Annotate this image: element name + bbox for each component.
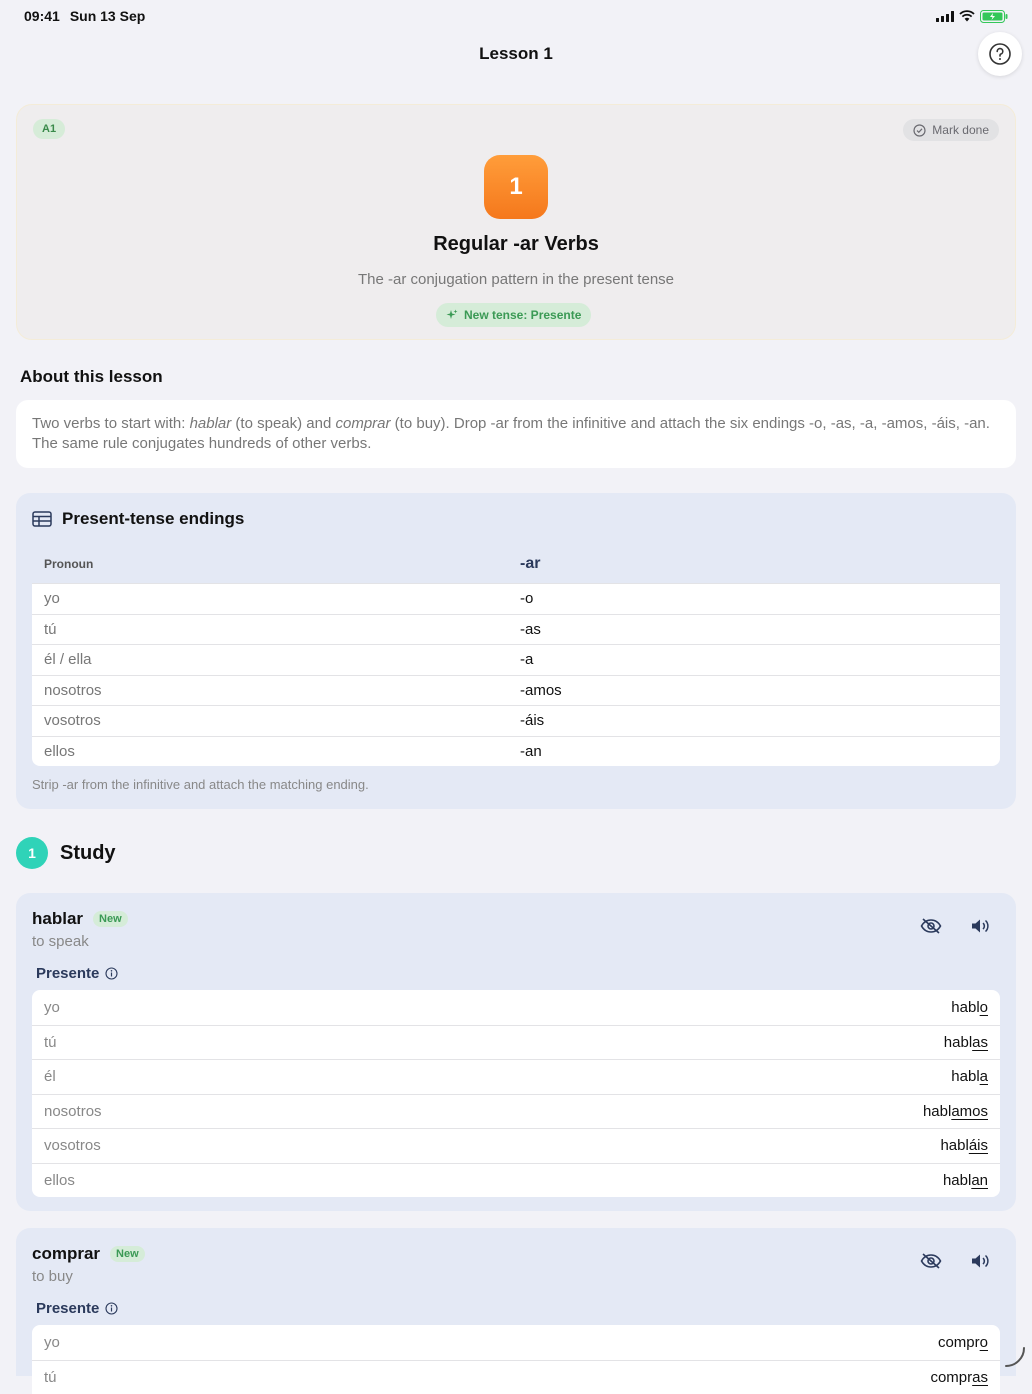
form-ending: amos: [951, 1103, 988, 1120]
status-date: Sun 13 Sep: [70, 8, 145, 24]
table-icon: [32, 511, 52, 527]
verb-title: [32, 1244, 145, 1264]
row-pronoun: yo: [32, 590, 520, 607]
conjugation-table: [32, 990, 1000, 1197]
verb-name: comprar: [32, 1244, 100, 1264]
endings-card: [16, 493, 1016, 809]
about-text: (to speak) and: [231, 415, 335, 432]
about-text: (to buy). Drop -ar from the infinitive and attach the six endings -o, -as, -a, -amos, -áis, -an. The same rule conjugates hundreds of other verbs.: [32, 415, 990, 452]
row-pronoun: tú: [44, 1369, 57, 1386]
row-ending: -o: [520, 590, 533, 607]
row-ending: -an: [520, 743, 542, 760]
form-ending: o: [980, 999, 988, 1016]
info-icon[interactable]: [105, 967, 118, 980]
lesson-title: Regular -ar Verbs: [17, 233, 1015, 256]
verb-meaning: to buy: [32, 1268, 73, 1285]
row-pronoun: vosotros: [32, 712, 520, 729]
row-form: [923, 1103, 988, 1120]
table-row: [32, 644, 1000, 675]
table-row: [32, 614, 1000, 645]
status-icons: [936, 10, 1008, 23]
speaker-icon: [971, 1253, 991, 1269]
row-pronoun: él / ella: [32, 651, 520, 668]
row-ending: -amos: [520, 682, 562, 699]
form-ending: a: [980, 1068, 988, 1085]
lesson-hero-card: [16, 104, 1016, 340]
table-row: [32, 583, 1000, 614]
conjugation-table: [32, 1325, 1000, 1394]
page-title: Lesson 1: [0, 44, 1032, 64]
table-row: [32, 990, 1000, 1025]
row-form: [930, 1369, 988, 1386]
about-card: [16, 400, 1016, 468]
row-form: [940, 1137, 988, 1154]
verb-title: [32, 909, 128, 929]
table-row: [32, 705, 1000, 736]
verb-meaning: to speak: [32, 933, 89, 950]
status-bar: [0, 0, 1032, 32]
study-section-header: [16, 837, 116, 869]
play-audio-button[interactable]: [962, 1246, 1000, 1276]
verb-actions: [912, 911, 1000, 941]
wifi-icon: [959, 10, 975, 22]
speaker-icon: [971, 918, 991, 934]
new-badge: New: [93, 911, 128, 927]
table-row: [32, 1325, 1000, 1360]
verb-actions: [912, 1246, 1000, 1276]
table-row: [32, 1163, 1000, 1198]
endings-header: [32, 509, 244, 529]
row-form: [943, 1172, 988, 1189]
status-time: 09:41: [24, 8, 60, 24]
tense-label: [36, 965, 118, 982]
form-stem: habl: [951, 1068, 979, 1085]
about-heading: About this lesson: [20, 367, 163, 387]
eye-slash-icon: [920, 918, 942, 934]
check-circle-icon: [913, 124, 926, 137]
table-row: [32, 1059, 1000, 1094]
endings-note: Strip -ar from the infinitive and attach the matching ending.: [32, 777, 369, 792]
form-ending: o: [980, 1334, 988, 1351]
table-row: [32, 1360, 1000, 1394]
study-label: Study: [60, 842, 116, 865]
table-row: [32, 675, 1000, 706]
row-pronoun: yo: [44, 999, 60, 1016]
study-step-number: 1: [16, 837, 48, 869]
info-icon[interactable]: [105, 1302, 118, 1315]
tense-name: Presente: [36, 1300, 99, 1317]
row-pronoun: tú: [44, 1034, 57, 1051]
form-ending: áis: [969, 1137, 988, 1154]
mark-done-label: Mark done: [932, 123, 989, 137]
form-ending: an: [971, 1172, 988, 1189]
endings-table-header: [32, 545, 1000, 583]
about-verb-hablar: hablar: [190, 415, 232, 432]
table-row: [32, 1025, 1000, 1060]
endings-table: [32, 545, 1000, 766]
row-ending: -as: [520, 621, 541, 638]
level-badge: A1: [33, 119, 65, 139]
row-pronoun: ellos: [44, 1172, 75, 1189]
row-ending: -a: [520, 651, 533, 668]
table-row: [32, 1128, 1000, 1163]
form-stem: compr: [938, 1334, 980, 1351]
hide-forms-button[interactable]: [912, 1246, 950, 1276]
form-ending: as: [972, 1369, 988, 1386]
table-row: [32, 736, 1000, 767]
row-pronoun: yo: [44, 1334, 60, 1351]
about-text: Two verbs to start with:: [32, 415, 190, 432]
battery-icon: [980, 10, 1008, 23]
lesson-number-badge: 1: [484, 155, 548, 219]
row-form: [944, 1034, 988, 1051]
row-pronoun: vosotros: [44, 1137, 101, 1154]
sparkle-icon: [446, 309, 458, 321]
verb-name: hablar: [32, 909, 83, 929]
about-verb-comprar: comprar: [336, 415, 391, 432]
hide-forms-button[interactable]: [912, 911, 950, 941]
row-pronoun: nosotros: [44, 1103, 102, 1120]
eye-slash-icon: [920, 1253, 942, 1269]
verb-card-comprar: [16, 1228, 1016, 1376]
table-row: [32, 1094, 1000, 1129]
tense-label: [36, 1300, 118, 1317]
form-stem: habl: [923, 1103, 951, 1120]
mark-done-button[interactable]: [903, 119, 999, 141]
row-pronoun: tú: [32, 621, 520, 638]
form-stem: habl: [951, 999, 979, 1016]
verb-card-hablar: [16, 893, 1016, 1211]
row-pronoun: él: [44, 1068, 56, 1085]
question-circle-icon: [988, 42, 1012, 66]
scroll-indicator[interactable]: [1004, 1346, 1026, 1368]
form-stem: habl: [944, 1034, 972, 1051]
help-button[interactable]: [978, 32, 1022, 76]
row-form: [951, 999, 988, 1016]
lesson-subtitle: The -ar conjugation pattern in the present tense: [17, 271, 1015, 288]
form-stem: compr: [930, 1369, 972, 1386]
row-pronoun: ellos: [32, 743, 520, 760]
col-ending: -ar: [520, 555, 540, 573]
row-form: [951, 1068, 988, 1085]
row-ending: -áis: [520, 712, 544, 729]
new-badge: New: [110, 1246, 145, 1262]
row-pronoun: nosotros: [32, 682, 520, 699]
col-pronoun: Pronoun: [32, 557, 520, 571]
new-tense-pill: [436, 303, 591, 327]
signal-icon: [936, 11, 954, 22]
form-stem: habl: [940, 1137, 968, 1154]
play-audio-button[interactable]: [962, 911, 1000, 941]
form-ending: as: [972, 1034, 988, 1051]
tense-name: Presente: [36, 965, 99, 982]
form-stem: habl: [943, 1172, 971, 1189]
endings-title: Present-tense endings: [62, 509, 244, 529]
row-form: [938, 1334, 988, 1351]
new-tense-label: New tense: Presente: [464, 308, 581, 322]
